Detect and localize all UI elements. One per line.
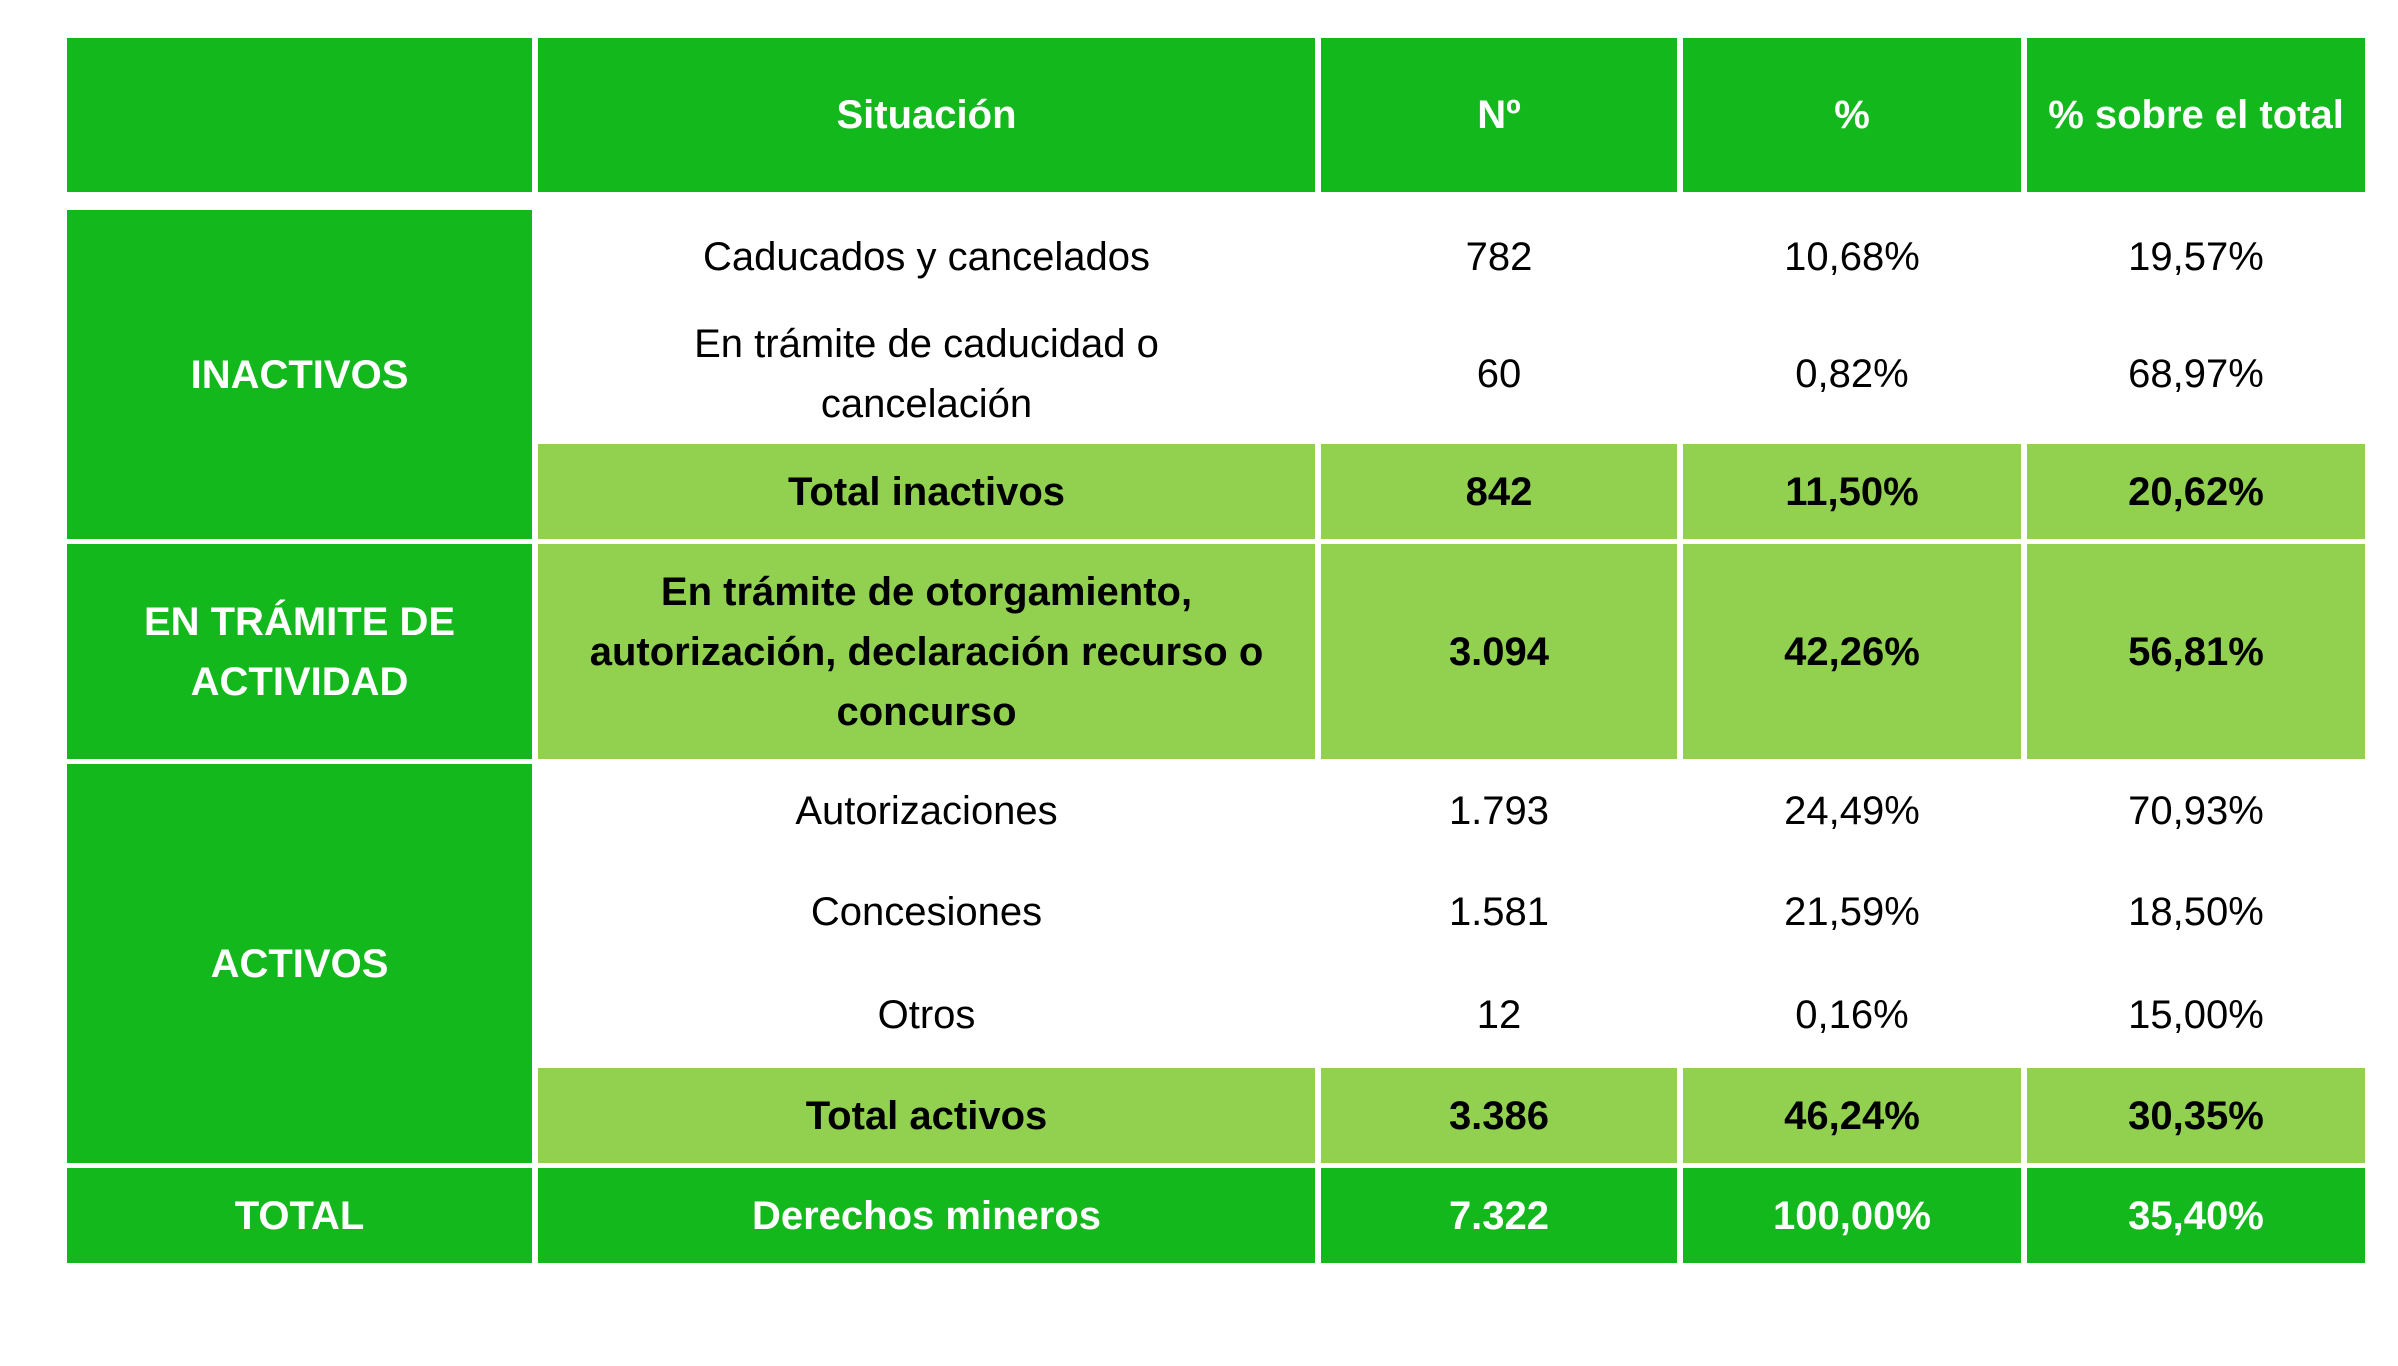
group-activos: ACTIVOS bbox=[67, 764, 532, 1163]
cell-numero: 7.322 bbox=[1321, 1168, 1677, 1263]
cell-numero: 60 bbox=[1321, 309, 1677, 439]
cell-numero: 12 bbox=[1321, 966, 1677, 1063]
header-porcentaje: % bbox=[1683, 38, 2021, 192]
cell-porcentaje: 21,59% bbox=[1683, 863, 2021, 961]
cell-porcentaje: 46,24% bbox=[1683, 1068, 2021, 1163]
cell-porcentaje: 24,49% bbox=[1683, 764, 2021, 858]
cell-situacion: Concesiones bbox=[538, 863, 1315, 961]
cell-situacion: Total activos bbox=[538, 1068, 1315, 1163]
cell-situacion: Otros bbox=[538, 966, 1315, 1063]
cell-porcentaje: 10,68% bbox=[1683, 210, 2021, 304]
cell-porcentaje-total: 20,62% bbox=[2027, 444, 2365, 539]
cell-numero: 1.793 bbox=[1321, 764, 1677, 858]
group-inactivos: INACTIVOS bbox=[67, 210, 532, 539]
cell-situacion: En trámite de caducidad o cancelación bbox=[538, 309, 1315, 439]
cell-porcentaje: 11,50% bbox=[1683, 444, 2021, 539]
cell-numero: 782 bbox=[1321, 210, 1677, 304]
cell-numero: 1.581 bbox=[1321, 863, 1677, 961]
table-row bbox=[67, 544, 2365, 759]
header-blank bbox=[67, 38, 532, 192]
total-row bbox=[67, 1168, 2365, 1263]
header-porcentaje-total: % sobre el total bbox=[2027, 38, 2365, 192]
cell-numero: 842 bbox=[1321, 444, 1677, 539]
group-en-tramite: EN TRÁMITE DE ACTIVIDAD bbox=[67, 544, 532, 759]
cell-numero: 3.386 bbox=[1321, 1068, 1677, 1163]
mining-rights-table-wrapper bbox=[67, 38, 2359, 1268]
cell-porcentaje-total: 70,93% bbox=[2027, 764, 2365, 858]
cell-porcentaje: 100,00% bbox=[1683, 1168, 2021, 1263]
cell-porcentaje-total: 15,00% bbox=[2027, 966, 2365, 1063]
cell-situacion: En trámite de otorgamiento, autorización, declaración recurso o concurso bbox=[538, 544, 1315, 759]
cell-porcentaje-total: 56,81% bbox=[2027, 544, 2365, 759]
mining-rights-table bbox=[61, 33, 2371, 1268]
spacer-row bbox=[67, 197, 2365, 205]
cell-situacion: Autorizaciones bbox=[538, 764, 1315, 858]
cell-situacion: Total inactivos bbox=[538, 444, 1315, 539]
cell-situacion: Caducados y cancelados bbox=[538, 210, 1315, 304]
header-row bbox=[67, 38, 2365, 192]
cell-porcentaje: 0,16% bbox=[1683, 966, 2021, 1063]
header-situacion: Situación bbox=[538, 38, 1315, 192]
cell-porcentaje-total: 18,50% bbox=[2027, 863, 2365, 961]
cell-porcentaje-total: 30,35% bbox=[2027, 1068, 2365, 1163]
cell-porcentaje: 42,26% bbox=[1683, 544, 2021, 759]
cell-porcentaje-total: 19,57% bbox=[2027, 210, 2365, 304]
table-row bbox=[67, 764, 2365, 858]
cell-numero: 3.094 bbox=[1321, 544, 1677, 759]
cell-porcentaje-total: 35,40% bbox=[2027, 1168, 2365, 1263]
group-total: TOTAL bbox=[67, 1168, 532, 1263]
cell-porcentaje-total: 68,97% bbox=[2027, 309, 2365, 439]
table-row bbox=[67, 210, 2365, 304]
cell-situacion: Derechos mineros bbox=[538, 1168, 1315, 1263]
header-numero: Nº bbox=[1321, 38, 1677, 192]
cell-porcentaje: 0,82% bbox=[1683, 309, 2021, 439]
